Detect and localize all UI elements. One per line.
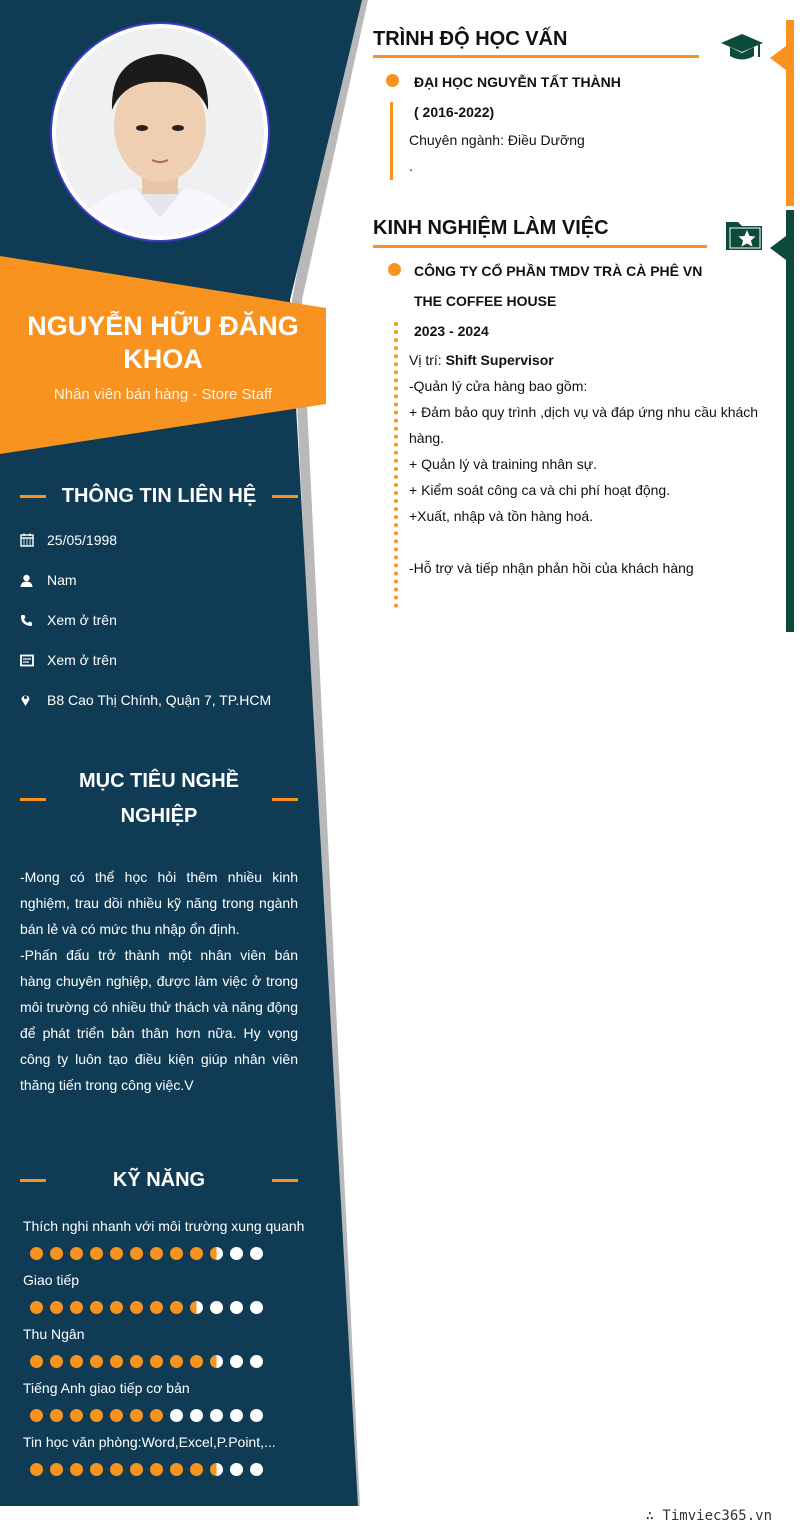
skill-dot: [70, 1463, 83, 1476]
company-name-line1: CÔNG TY CỔ PHẦN TMDV TRÀ CÀ PHÊ VN: [414, 263, 703, 279]
heading-dash: [20, 1179, 46, 1182]
skill-dot: [50, 1247, 63, 1260]
education-heading-rule: [373, 55, 699, 58]
objective-heading: [20, 764, 298, 834]
skill-dot: [170, 1247, 183, 1260]
skill-dot: [190, 1463, 203, 1476]
skill-dot: [70, 1409, 83, 1422]
contact-phone-text: Xem ở trên: [47, 612, 117, 628]
skill-dot: [190, 1301, 203, 1314]
contact-gender: [20, 570, 77, 590]
location-pin-icon: [20, 693, 47, 707]
skill-dot: [70, 1355, 83, 1368]
skill-dot: [210, 1301, 223, 1314]
education-side-marker: [768, 20, 794, 206]
heading-dash: [272, 798, 298, 801]
objective-paragraph: -Phấn đấu trở thành một nhân viên bán hàng chuyên nghiệp, được làm việc ở trong môi trường có nhiều thử thách và năng động để phát triển bản thân hơn nữa. Hy vọng công ty luôn tạo điều kiện giúp nhân viên thăng tiến trong công việc.V: [20, 947, 298, 1093]
contact-heading-label: THÔNG TIN LIÊN HỆ: [61, 485, 257, 507]
skill-dot: [250, 1463, 263, 1476]
skill-dot: [50, 1463, 63, 1476]
contact-phone: [20, 610, 117, 630]
phone-icon: [20, 614, 47, 627]
skill-dot: [90, 1301, 103, 1314]
skill-rating: [30, 1409, 263, 1422]
skill-dot: [230, 1355, 243, 1368]
skill-dot: [230, 1247, 243, 1260]
skill-dot: [110, 1409, 123, 1422]
skill-dot: [210, 1355, 223, 1368]
folder-star-icon: [724, 218, 766, 257]
skills-heading: [20, 1163, 298, 1198]
skill-dot: [250, 1247, 263, 1260]
skill-rating: [30, 1355, 263, 1368]
skill-dot: [30, 1409, 43, 1422]
experience-bullet: [388, 263, 401, 276]
skill-dot: [30, 1463, 43, 1476]
skill-dot: [110, 1247, 123, 1260]
position-value: Shift Supervisor: [445, 352, 554, 368]
experience-heading-rule: [373, 245, 707, 248]
skill-dot: [190, 1355, 203, 1368]
experience-timeline: [394, 322, 398, 608]
contact-birthdate: [20, 530, 117, 550]
skill-dot: [230, 1301, 243, 1314]
skill-dot: [210, 1409, 223, 1422]
person-icon: [20, 574, 47, 587]
heading-dash: [20, 495, 46, 498]
skill-dot: [50, 1355, 63, 1368]
skill-dot: [150, 1463, 163, 1476]
skill-dot: [110, 1301, 123, 1314]
objective-paragraph: -Mong có thể học hỏi thêm nhiều kinh nghiệm, trau dồi nhiều kỹ năng trong ngành bán lẻ và có mức thu nhập ổn định.: [20, 869, 298, 937]
contact-address-text: B8 Cao Thị Chính, Quận 7, TP.HCM: [47, 692, 272, 708]
career-objective-text: [20, 864, 298, 1098]
skill-dot: [90, 1355, 103, 1368]
skill-dot: [30, 1247, 43, 1260]
skill-dot: [150, 1301, 163, 1314]
skill-dot: [90, 1409, 103, 1422]
skill-dot: [130, 1409, 143, 1422]
experience-line: -Hỗ trợ và tiếp nhận phản hồi của khách hàng: [409, 560, 694, 576]
skill-dot: [150, 1355, 163, 1368]
school-name: ĐẠI HỌC NGUYỄN TẤT THÀNH: [414, 74, 621, 90]
experience-line: -Quản lý cửa hàng bao gồm:: [409, 378, 588, 394]
position-label: Vị trí:: [409, 352, 446, 368]
experience-line: + Kiểm soát công ca và chi phí hoạt động.: [409, 482, 671, 498]
footer-brand[interactable]: ∴ Timviec365.vn: [645, 1508, 772, 1524]
skill-dot: [190, 1247, 203, 1260]
contact-address: [20, 690, 271, 710]
skill-dot: [110, 1355, 123, 1368]
skill-dot: [50, 1409, 63, 1422]
skill-dot: [30, 1355, 43, 1368]
education-note: .: [409, 158, 413, 174]
skill-dot: [30, 1301, 43, 1314]
experience-line: +Xuất, nhập và tồn hàng hoá.: [409, 508, 594, 524]
skill-dot: [130, 1247, 143, 1260]
heading-dash: [20, 798, 46, 801]
skill-dot: [210, 1247, 223, 1260]
candidate-job-title: Nhân viên bán hàng - Store Staff: [53, 386, 273, 403]
education-timeline: [390, 102, 393, 180]
skill-dot: [90, 1463, 103, 1476]
contact-email: [20, 650, 117, 670]
skill-dot: [110, 1463, 123, 1476]
education-period: ( 2016-2022): [414, 104, 495, 120]
calendar-icon: [20, 533, 47, 547]
skill-dot: [90, 1247, 103, 1260]
avatar: [56, 28, 264, 236]
experience-side-marker: [768, 210, 794, 632]
skill-dot: [250, 1409, 263, 1422]
experience-line: hàng.: [409, 430, 445, 446]
skill-dot: [250, 1301, 263, 1314]
experience-period: 2023 - 2024: [414, 323, 489, 339]
skill-rating: [30, 1301, 263, 1314]
skill-name: Giao tiếp: [23, 1272, 80, 1288]
skill-dot: [50, 1301, 63, 1314]
graduation-cap-icon: [720, 32, 764, 69]
skill-dot: [130, 1463, 143, 1476]
skill-dot: [130, 1301, 143, 1314]
skill-dot: [170, 1463, 183, 1476]
skill-dot: [70, 1301, 83, 1314]
skills-heading-label: KỸ NĂNG: [112, 1169, 206, 1191]
skill-dot: [170, 1409, 183, 1422]
experience-line: + Đảm bảo quy trình ,dịch vụ và đáp ứng nhu cầu khách: [409, 404, 759, 420]
contact-birthdate-text: 25/05/1998: [47, 532, 118, 548]
contact-email-text: Xem ở trên: [47, 652, 117, 668]
education-bullet: [386, 74, 399, 87]
skill-dot: [170, 1355, 183, 1368]
skill-name: Tin học văn phòng:Word,Excel,P.Point,...: [23, 1434, 276, 1450]
skill-dot: [70, 1247, 83, 1260]
heading-dash: [272, 495, 298, 498]
contact-gender-text: Nam: [47, 572, 77, 588]
contact-heading: [20, 479, 298, 514]
email-icon: [20, 654, 47, 667]
skill-dot: [230, 1463, 243, 1476]
skill-dot: [210, 1463, 223, 1476]
skill-rating: [30, 1463, 263, 1476]
skill-dot: [190, 1409, 203, 1422]
education-heading: TRÌNH ĐỘ HỌC VẤN: [373, 28, 568, 50]
education-major: Chuyên ngành: Điều Dưỡng: [409, 132, 585, 148]
skill-dot: [150, 1247, 163, 1260]
objective-heading-line1: MỤC TIÊU NGHỀ: [79, 770, 239, 792]
heading-dash: [272, 1179, 298, 1182]
experience-position: [409, 352, 554, 368]
skill-dot: [130, 1355, 143, 1368]
skill-dot: [230, 1409, 243, 1422]
skill-dot: [150, 1409, 163, 1422]
skill-dot: [170, 1301, 183, 1314]
candidate-name: NGUYỄN HỮU ĐĂNG KHOA: [27, 311, 299, 374]
skill-name: Thích nghi nhanh với môi trường xung quanh: [23, 1218, 305, 1234]
experience-line: + Quản lý và training nhân sự.: [409, 456, 597, 472]
company-name-line2: THE COFFEE HOUSE: [414, 293, 557, 309]
skill-rating: [30, 1247, 263, 1260]
skill-name: Thu Ngân: [23, 1326, 85, 1342]
skill-dot: [250, 1355, 263, 1368]
skill-name: Tiếng Anh giao tiếp cơ bản: [23, 1380, 190, 1396]
objective-heading-line2: NGHIỆP: [120, 805, 198, 827]
objective-heading-label: [46, 764, 272, 834]
experience-heading: KINH NGHIỆM LÀM VIỆC: [373, 217, 609, 239]
